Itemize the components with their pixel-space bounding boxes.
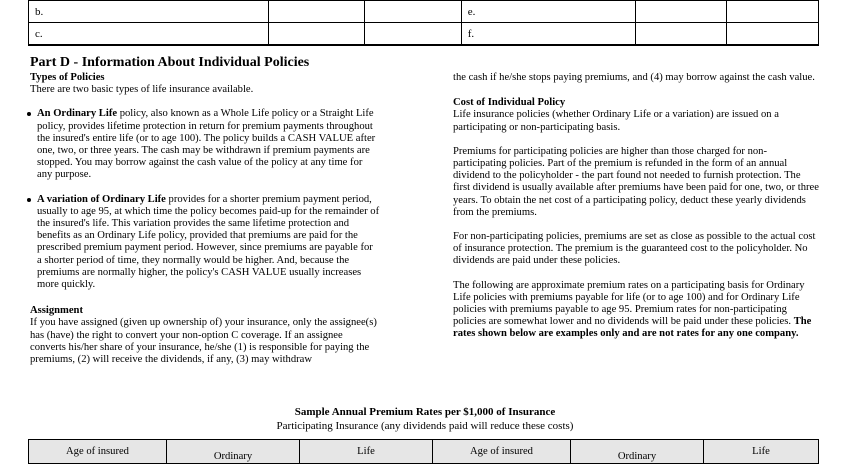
- row-label-f: f.: [461, 23, 635, 46]
- table-cell[interactable]: [268, 1, 365, 23]
- row-label-e: e.: [461, 1, 635, 23]
- types-heading: Types of Policies: [30, 72, 105, 83]
- approximate-rates-text: [453, 280, 819, 341]
- bullet-icon: [27, 112, 31, 116]
- assignment-text: If you have assigned (given up ownership of) your insurance, only the assignee(s) has (have) the right to convert your non-option C coverage. If an assignee converts his/her share of your insurance, he/she (1) is responsible for paying the premiums, (2) will receive the dividends, if any, (3) may withdraw: [30, 317, 377, 366]
- types-intro: There are two basic types of life insurance available.: [30, 84, 254, 96]
- header-ordinary-right: Ordinary: [571, 440, 704, 464]
- table-cell[interactable]: [635, 1, 727, 23]
- bullet-icon: [27, 198, 31, 202]
- table-row: [29, 23, 819, 46]
- sample-rates-title: Sample Annual Premium Rates per $1,000 of Insurance: [294, 406, 556, 418]
- sample-rates-subtitle: Participating Insurance (any dividends paid will reduce these costs): [276, 420, 574, 432]
- coverage-table: [28, 0, 819, 46]
- header-life-left: Life: [300, 440, 433, 464]
- ordinary-life-label: An Ordinary Life: [37, 108, 118, 120]
- part-d-title: Part D - Information About Individual Policies: [30, 55, 310, 70]
- row-label-b: b.: [29, 1, 269, 23]
- header-age-right: Age of insured: [433, 440, 571, 464]
- table-cell[interactable]: [365, 1, 462, 23]
- table-cell[interactable]: [635, 23, 727, 46]
- premiums-text: Premiums for participating policies are higher than those charged for non-participating policies. Part of the premium is refunded in the form of an annual dividend to the policyholder - the part found not needed to furnish protection. The first dividend is usually available after premiums have been paid for one, two, or three years. To obtain the net cost of a participating policy, deduct these yearly dividends from the premiums.: [453, 145, 819, 218]
- table-header-row: [29, 440, 819, 464]
- ordinary-life-text: policy, also known as a Whole Life policy or a Straight Life policy, provides lifetime protection in return for premium payments throughout the insured's entire life (or to age 100). The policy builds a CASH VALUE after one, two, or three years. The cash may be withdrawn if premium payments are stopped. You may borrow against the cash value of the policy at any time for any purpose.: [37, 108, 376, 181]
- right-column: [453, 72, 819, 341]
- table-cell[interactable]: [727, 1, 819, 23]
- table-cell[interactable]: [365, 23, 462, 46]
- approximate-rates-disclaimer: The rates shown below are examples only and are not rates for any one company.: [453, 316, 812, 340]
- continuation-text: the cash if he/she stops paying premiums, and (4) may borrow against the cash value.: [453, 72, 815, 83]
- left-column: [30, 72, 380, 366]
- nonparticipating-text: For non-participating policies, premiums are set as close as possible to the actual cost of insurance protection. The premium is the guaranteed cost to the policyholder. No dividends are paid under these policies.: [453, 231, 816, 267]
- row-label-c: c.: [29, 23, 269, 46]
- table-cell[interactable]: [268, 23, 365, 46]
- variation-label: A variation of Ordinary Life: [37, 193, 166, 205]
- approximate-rates-body: The following are approximate premium rates on a participating basis for Ordinary Life policies with premiums payable for life (or to age 100) and for Ordinary Life policies with premiums payable to age 95. Premium rates for non-participating policies are somewhat lower and no dividends will be paid under these policies.: [453, 279, 805, 328]
- assignment-heading: Assignment: [30, 305, 83, 317]
- sample-rates-table: [28, 439, 819, 464]
- header-ordinary-left: Ordinary: [167, 440, 300, 464]
- header-age-left: Age of insured: [29, 440, 167, 464]
- ordinary-life-paragraph: [30, 108, 380, 181]
- variation-paragraph: [30, 194, 380, 292]
- header-life-right: Life: [704, 440, 819, 464]
- variation-text: provides for a shorter premium payment period, usually to age 95, at which time the policy becomes paid-up for the remainder of the insured's life. This variation provides the same lifetime protection and benefits as an Ordinary Life policy, provided that premiums are paid for the prescribed premium payment period. However, since premiums are payable for a shorter period of time, they normally would be higher. And, because the premiums are normally higher, the policy's CASH VALUE usually increases more quickly.: [37, 193, 380, 291]
- cost-text: Life insurance policies (whether Ordinary Life or a variation) are issued on a participating or non-participating basis.: [453, 109, 779, 133]
- table-row: [29, 1, 819, 23]
- table-cell[interactable]: [727, 23, 819, 46]
- cost-heading: Cost of Individual Policy: [453, 97, 566, 109]
